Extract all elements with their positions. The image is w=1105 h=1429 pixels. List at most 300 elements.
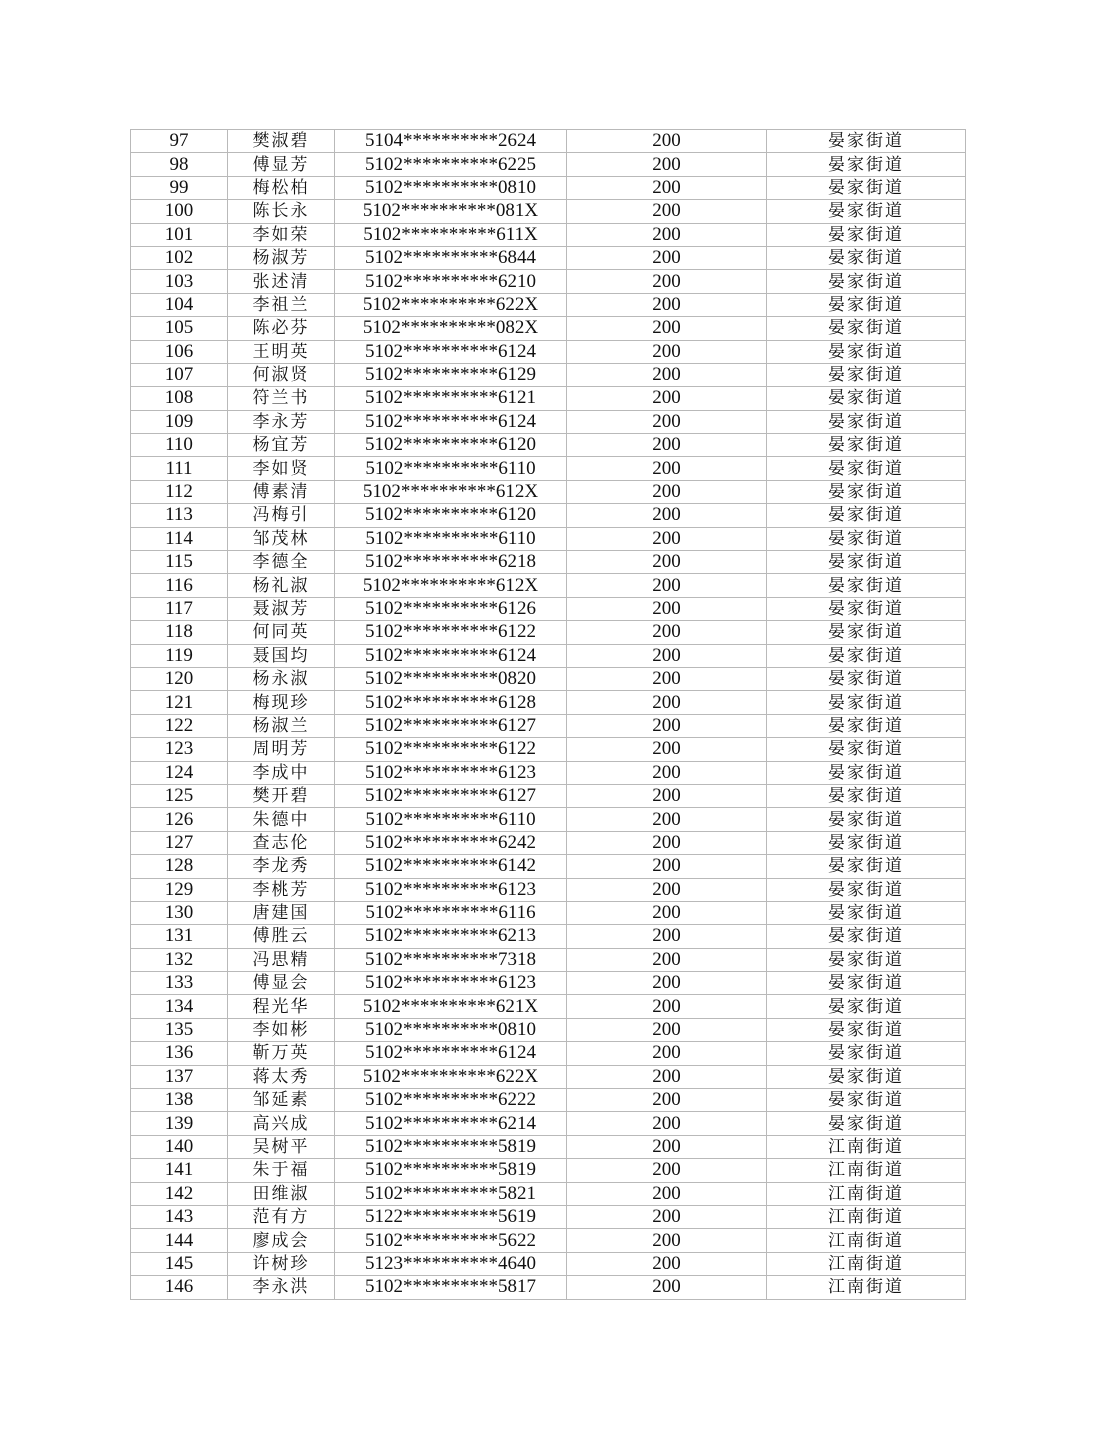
row-number-cell: 136 xyxy=(131,1042,228,1065)
row-number-cell: 143 xyxy=(131,1205,228,1228)
id-number-cell: 5123**********4640 xyxy=(335,1252,567,1275)
table-row xyxy=(131,434,966,457)
street-cell: 晏家街道 xyxy=(767,340,966,363)
street-cell: 江南街道 xyxy=(767,1182,966,1205)
id-number-cell: 5102**********6120 xyxy=(335,434,567,457)
row-number-cell: 117 xyxy=(131,597,228,620)
amount-cell: 200 xyxy=(567,527,767,550)
row-number-cell: 139 xyxy=(131,1112,228,1135)
street-cell: 晏家街道 xyxy=(767,972,966,995)
id-number-cell: 5102**********6123 xyxy=(335,972,567,995)
street-cell: 晏家街道 xyxy=(767,200,966,223)
table-row xyxy=(131,784,966,807)
id-number-cell: 5102**********6222 xyxy=(335,1089,567,1112)
street-cell: 晏家街道 xyxy=(767,480,966,503)
amount-cell: 200 xyxy=(567,246,767,269)
table-row xyxy=(131,667,966,690)
amount-cell: 200 xyxy=(567,1042,767,1065)
name-cell: 李成中 xyxy=(228,761,335,784)
table-row xyxy=(131,1065,966,1088)
street-cell: 晏家街道 xyxy=(767,270,966,293)
street-cell: 晏家街道 xyxy=(767,667,966,690)
name-cell: 廖成会 xyxy=(228,1229,335,1252)
id-number-cell: 5102**********621X xyxy=(335,995,567,1018)
table-row xyxy=(131,995,966,1018)
table-row xyxy=(131,317,966,340)
name-cell: 梅松柏 xyxy=(228,176,335,199)
table-row xyxy=(131,597,966,620)
street-cell: 晏家街道 xyxy=(767,1112,966,1135)
name-cell: 樊开碧 xyxy=(228,784,335,807)
amount-cell: 200 xyxy=(567,1276,767,1299)
amount-cell: 200 xyxy=(567,270,767,293)
id-number-cell: 5102**********6127 xyxy=(335,784,567,807)
name-cell: 李祖兰 xyxy=(228,293,335,316)
row-number-cell: 134 xyxy=(131,995,228,1018)
amount-cell: 200 xyxy=(567,293,767,316)
street-cell: 晏家街道 xyxy=(767,855,966,878)
name-cell: 李永洪 xyxy=(228,1276,335,1299)
name-cell: 靳万英 xyxy=(228,1042,335,1065)
table-row xyxy=(131,644,966,667)
table-row xyxy=(131,714,966,737)
amount-cell: 200 xyxy=(567,714,767,737)
row-number-cell: 106 xyxy=(131,340,228,363)
row-number-cell: 118 xyxy=(131,621,228,644)
amount-cell: 200 xyxy=(567,621,767,644)
table-row xyxy=(131,831,966,854)
street-cell: 晏家街道 xyxy=(767,223,966,246)
table-row xyxy=(131,293,966,316)
row-number-cell: 103 xyxy=(131,270,228,293)
table-row xyxy=(131,1159,966,1182)
row-number-cell: 146 xyxy=(131,1276,228,1299)
street-cell: 晏家街道 xyxy=(767,1018,966,1041)
name-cell: 李龙秀 xyxy=(228,855,335,878)
street-cell: 晏家街道 xyxy=(767,457,966,480)
amount-cell: 200 xyxy=(567,1205,767,1228)
row-number-cell: 102 xyxy=(131,246,228,269)
row-number-cell: 127 xyxy=(131,831,228,854)
id-number-cell: 5102**********6121 xyxy=(335,387,567,410)
street-cell: 晏家街道 xyxy=(767,831,966,854)
id-number-cell: 5102**********6124 xyxy=(335,340,567,363)
row-number-cell: 121 xyxy=(131,691,228,714)
amount-cell: 200 xyxy=(567,831,767,854)
id-number-cell: 5102**********6123 xyxy=(335,761,567,784)
row-number-cell: 105 xyxy=(131,317,228,340)
row-number-cell: 100 xyxy=(131,200,228,223)
id-number-cell: 5102**********6120 xyxy=(335,504,567,527)
name-cell: 聂淑芳 xyxy=(228,597,335,620)
row-number-cell: 122 xyxy=(131,714,228,737)
row-number-cell: 128 xyxy=(131,855,228,878)
subsidy-recipient-table xyxy=(130,129,966,1300)
table-row xyxy=(131,855,966,878)
id-number-cell: 5102**********622X xyxy=(335,1065,567,1088)
row-number-cell: 135 xyxy=(131,1018,228,1041)
row-number-cell: 140 xyxy=(131,1135,228,1158)
table-row xyxy=(131,574,966,597)
amount-cell: 200 xyxy=(567,855,767,878)
street-cell: 江南街道 xyxy=(767,1135,966,1158)
amount-cell: 200 xyxy=(567,551,767,574)
id-number-cell: 5102**********5819 xyxy=(335,1135,567,1158)
amount-cell: 200 xyxy=(567,1159,767,1182)
id-number-cell: 5102**********6122 xyxy=(335,738,567,761)
table-row xyxy=(131,761,966,784)
amount-cell: 200 xyxy=(567,363,767,386)
id-number-cell: 5102**********6124 xyxy=(335,644,567,667)
row-number-cell: 115 xyxy=(131,551,228,574)
street-cell: 晏家街道 xyxy=(767,574,966,597)
street-cell: 晏家街道 xyxy=(767,621,966,644)
amount-cell: 200 xyxy=(567,784,767,807)
row-number-cell: 114 xyxy=(131,527,228,550)
street-cell: 晏家街道 xyxy=(767,738,966,761)
name-cell: 李永芳 xyxy=(228,410,335,433)
street-cell: 晏家街道 xyxy=(767,317,966,340)
table-row xyxy=(131,246,966,269)
amount-cell: 200 xyxy=(567,457,767,480)
row-number-cell: 138 xyxy=(131,1089,228,1112)
id-number-cell: 5102**********6124 xyxy=(335,1042,567,1065)
street-cell: 晏家街道 xyxy=(767,363,966,386)
id-number-cell: 5102**********6110 xyxy=(335,457,567,480)
amount-cell: 200 xyxy=(567,1182,767,1205)
amount-cell: 200 xyxy=(567,434,767,457)
id-number-cell: 5102**********6218 xyxy=(335,551,567,574)
street-cell: 晏家街道 xyxy=(767,995,966,1018)
id-number-cell: 5102**********6213 xyxy=(335,925,567,948)
row-number-cell: 120 xyxy=(131,667,228,690)
street-cell: 晏家街道 xyxy=(767,1042,966,1065)
row-number-cell: 108 xyxy=(131,387,228,410)
row-number-cell: 129 xyxy=(131,878,228,901)
street-cell: 晏家街道 xyxy=(767,1065,966,1088)
name-cell: 梅现珍 xyxy=(228,691,335,714)
name-cell: 张述清 xyxy=(228,270,335,293)
id-number-cell: 5102**********0810 xyxy=(335,176,567,199)
amount-cell: 200 xyxy=(567,153,767,176)
table-row xyxy=(131,1112,966,1135)
table-row xyxy=(131,270,966,293)
id-number-cell: 5102**********6124 xyxy=(335,410,567,433)
id-number-cell: 5102**********5622 xyxy=(335,1229,567,1252)
amount-cell: 200 xyxy=(567,317,767,340)
street-cell: 晏家街道 xyxy=(767,246,966,269)
row-number-cell: 119 xyxy=(131,644,228,667)
row-number-cell: 112 xyxy=(131,480,228,503)
id-number-cell: 5102**********6225 xyxy=(335,153,567,176)
id-number-cell: 5102**********612X xyxy=(335,480,567,503)
table-row xyxy=(131,808,966,831)
table-row xyxy=(131,176,966,199)
id-number-cell: 5102**********622X xyxy=(335,293,567,316)
id-number-cell: 5102**********6128 xyxy=(335,691,567,714)
street-cell: 晏家街道 xyxy=(767,925,966,948)
id-number-cell: 5102**********6210 xyxy=(335,270,567,293)
name-cell: 何同英 xyxy=(228,621,335,644)
row-number-cell: 124 xyxy=(131,761,228,784)
id-number-cell: 5102**********5817 xyxy=(335,1276,567,1299)
table-row xyxy=(131,1089,966,1112)
table-row xyxy=(131,340,966,363)
row-number-cell: 130 xyxy=(131,901,228,924)
id-number-cell: 5102**********082X xyxy=(335,317,567,340)
amount-cell: 200 xyxy=(567,1135,767,1158)
row-number-cell: 101 xyxy=(131,223,228,246)
street-cell: 晏家街道 xyxy=(767,784,966,807)
street-cell: 晏家街道 xyxy=(767,293,966,316)
name-cell: 杨宜芳 xyxy=(228,434,335,457)
row-number-cell: 97 xyxy=(131,130,228,153)
name-cell: 周明芳 xyxy=(228,738,335,761)
street-cell: 晏家街道 xyxy=(767,504,966,527)
name-cell: 樊淑碧 xyxy=(228,130,335,153)
street-cell: 晏家街道 xyxy=(767,878,966,901)
amount-cell: 200 xyxy=(567,948,767,971)
row-number-cell: 123 xyxy=(131,738,228,761)
id-number-cell: 5102**********6242 xyxy=(335,831,567,854)
row-number-cell: 110 xyxy=(131,434,228,457)
name-cell: 李如荣 xyxy=(228,223,335,246)
table-row xyxy=(131,387,966,410)
id-number-cell: 5102**********5819 xyxy=(335,1159,567,1182)
amount-cell: 200 xyxy=(567,901,767,924)
id-number-cell: 5102**********6122 xyxy=(335,621,567,644)
row-number-cell: 104 xyxy=(131,293,228,316)
street-cell: 晏家街道 xyxy=(767,901,966,924)
table-row xyxy=(131,948,966,971)
row-number-cell: 145 xyxy=(131,1252,228,1275)
street-cell: 晏家街道 xyxy=(767,691,966,714)
id-number-cell: 5102**********5821 xyxy=(335,1182,567,1205)
street-cell: 晏家街道 xyxy=(767,387,966,410)
row-number-cell: 125 xyxy=(131,784,228,807)
name-cell: 杨淑兰 xyxy=(228,714,335,737)
amount-cell: 200 xyxy=(567,644,767,667)
name-cell: 朱于福 xyxy=(228,1159,335,1182)
table-row xyxy=(131,153,966,176)
id-number-cell: 5102**********6142 xyxy=(335,855,567,878)
row-number-cell: 144 xyxy=(131,1229,228,1252)
id-number-cell: 5104**********2624 xyxy=(335,130,567,153)
table-row xyxy=(131,878,966,901)
street-cell: 晏家街道 xyxy=(767,1089,966,1112)
street-cell: 江南街道 xyxy=(767,1205,966,1228)
street-cell: 晏家街道 xyxy=(767,153,966,176)
table-row xyxy=(131,1276,966,1299)
name-cell: 聂国均 xyxy=(228,644,335,667)
row-number-cell: 133 xyxy=(131,972,228,995)
name-cell: 朱德中 xyxy=(228,808,335,831)
table-row xyxy=(131,130,966,153)
id-number-cell: 5102**********611X xyxy=(335,223,567,246)
id-number-cell: 5102**********6127 xyxy=(335,714,567,737)
name-cell: 冯梅引 xyxy=(228,504,335,527)
name-cell: 李德全 xyxy=(228,551,335,574)
row-number-cell: 141 xyxy=(131,1159,228,1182)
table-row xyxy=(131,551,966,574)
table-row xyxy=(131,410,966,433)
table-row xyxy=(131,621,966,644)
id-number-cell: 5102**********6126 xyxy=(335,597,567,620)
row-number-cell: 111 xyxy=(131,457,228,480)
name-cell: 唐建国 xyxy=(228,901,335,924)
table-row xyxy=(131,480,966,503)
name-cell: 田维淑 xyxy=(228,1182,335,1205)
id-number-cell: 5102**********0820 xyxy=(335,667,567,690)
amount-cell: 200 xyxy=(567,597,767,620)
table-row xyxy=(131,1018,966,1041)
id-number-cell: 5102**********6844 xyxy=(335,246,567,269)
table-row xyxy=(131,901,966,924)
amount-cell: 200 xyxy=(567,1089,767,1112)
id-number-cell: 5102**********6110 xyxy=(335,527,567,550)
street-cell: 江南街道 xyxy=(767,1252,966,1275)
name-cell: 杨礼淑 xyxy=(228,574,335,597)
name-cell: 傅显会 xyxy=(228,972,335,995)
amount-cell: 200 xyxy=(567,480,767,503)
row-number-cell: 98 xyxy=(131,153,228,176)
amount-cell: 200 xyxy=(567,1229,767,1252)
id-number-cell: 5102**********7318 xyxy=(335,948,567,971)
street-cell: 晏家街道 xyxy=(767,808,966,831)
row-number-cell: 126 xyxy=(131,808,228,831)
street-cell: 晏家街道 xyxy=(767,948,966,971)
row-number-cell: 137 xyxy=(131,1065,228,1088)
name-cell: 李桃芳 xyxy=(228,878,335,901)
name-cell: 高兴成 xyxy=(228,1112,335,1135)
row-number-cell: 142 xyxy=(131,1182,228,1205)
table-row xyxy=(131,1135,966,1158)
table-row xyxy=(131,223,966,246)
amount-cell: 200 xyxy=(567,130,767,153)
id-number-cell: 5102**********6123 xyxy=(335,878,567,901)
name-cell: 范有方 xyxy=(228,1205,335,1228)
table-body xyxy=(131,130,966,1300)
id-number-cell: 5102**********6116 xyxy=(335,901,567,924)
table-row xyxy=(131,504,966,527)
id-number-cell: 5102**********081X xyxy=(335,200,567,223)
name-cell: 符兰书 xyxy=(228,387,335,410)
name-cell: 傅素清 xyxy=(228,480,335,503)
row-number-cell: 107 xyxy=(131,363,228,386)
id-number-cell: 5122**********5619 xyxy=(335,1205,567,1228)
street-cell: 江南街道 xyxy=(767,1229,966,1252)
name-cell: 李如彬 xyxy=(228,1018,335,1041)
amount-cell: 200 xyxy=(567,574,767,597)
name-cell: 何淑贤 xyxy=(228,363,335,386)
amount-cell: 200 xyxy=(567,878,767,901)
amount-cell: 200 xyxy=(567,223,767,246)
table-row xyxy=(131,972,966,995)
name-cell: 陈长永 xyxy=(228,200,335,223)
id-number-cell: 5102**********612X xyxy=(335,574,567,597)
street-cell: 晏家街道 xyxy=(767,410,966,433)
amount-cell: 200 xyxy=(567,691,767,714)
name-cell: 吴树平 xyxy=(228,1135,335,1158)
name-cell: 邹茂林 xyxy=(228,527,335,550)
name-cell: 杨淑芳 xyxy=(228,246,335,269)
amount-cell: 200 xyxy=(567,1252,767,1275)
street-cell: 晏家街道 xyxy=(767,551,966,574)
table-row xyxy=(131,1205,966,1228)
table-row xyxy=(131,1252,966,1275)
amount-cell: 200 xyxy=(567,808,767,831)
street-cell: 江南街道 xyxy=(767,1276,966,1299)
street-cell: 晏家街道 xyxy=(767,714,966,737)
amount-cell: 200 xyxy=(567,667,767,690)
amount-cell: 200 xyxy=(567,1065,767,1088)
amount-cell: 200 xyxy=(567,504,767,527)
amount-cell: 200 xyxy=(567,1018,767,1041)
row-number-cell: 109 xyxy=(131,410,228,433)
amount-cell: 200 xyxy=(567,387,767,410)
table-row xyxy=(131,363,966,386)
street-cell: 晏家街道 xyxy=(767,597,966,620)
id-number-cell: 5102**********6110 xyxy=(335,808,567,831)
amount-cell: 200 xyxy=(567,410,767,433)
row-number-cell: 132 xyxy=(131,948,228,971)
name-cell: 蒋太秀 xyxy=(228,1065,335,1088)
name-cell: 杨永淑 xyxy=(228,667,335,690)
id-number-cell: 5102**********6129 xyxy=(335,363,567,386)
name-cell: 傅显芳 xyxy=(228,153,335,176)
amount-cell: 200 xyxy=(567,1112,767,1135)
name-cell: 陈必芬 xyxy=(228,317,335,340)
table-row xyxy=(131,1042,966,1065)
street-cell: 晏家街道 xyxy=(767,130,966,153)
name-cell: 傅胜云 xyxy=(228,925,335,948)
street-cell: 晏家街道 xyxy=(767,527,966,550)
row-number-cell: 99 xyxy=(131,176,228,199)
amount-cell: 200 xyxy=(567,340,767,363)
table-row xyxy=(131,738,966,761)
amount-cell: 200 xyxy=(567,176,767,199)
amount-cell: 200 xyxy=(567,995,767,1018)
street-cell: 晏家街道 xyxy=(767,434,966,457)
name-cell: 程光华 xyxy=(228,995,335,1018)
name-cell: 许树珍 xyxy=(228,1252,335,1275)
amount-cell: 200 xyxy=(567,761,767,784)
street-cell: 晏家街道 xyxy=(767,761,966,784)
street-cell: 江南街道 xyxy=(767,1159,966,1182)
amount-cell: 200 xyxy=(567,925,767,948)
table-row xyxy=(131,691,966,714)
table-row xyxy=(131,925,966,948)
street-cell: 晏家街道 xyxy=(767,176,966,199)
name-cell: 邹延素 xyxy=(228,1089,335,1112)
name-cell: 查志伦 xyxy=(228,831,335,854)
row-number-cell: 116 xyxy=(131,574,228,597)
table-row xyxy=(131,457,966,480)
row-number-cell: 131 xyxy=(131,925,228,948)
amount-cell: 200 xyxy=(567,738,767,761)
id-number-cell: 5102**********6214 xyxy=(335,1112,567,1135)
table-row xyxy=(131,527,966,550)
amount-cell: 200 xyxy=(567,200,767,223)
name-cell: 冯思精 xyxy=(228,948,335,971)
street-cell: 晏家街道 xyxy=(767,644,966,667)
table-row xyxy=(131,200,966,223)
id-number-cell: 5102**********0810 xyxy=(335,1018,567,1041)
name-cell: 李如贤 xyxy=(228,457,335,480)
name-cell: 王明英 xyxy=(228,340,335,363)
table-row xyxy=(131,1229,966,1252)
amount-cell: 200 xyxy=(567,972,767,995)
